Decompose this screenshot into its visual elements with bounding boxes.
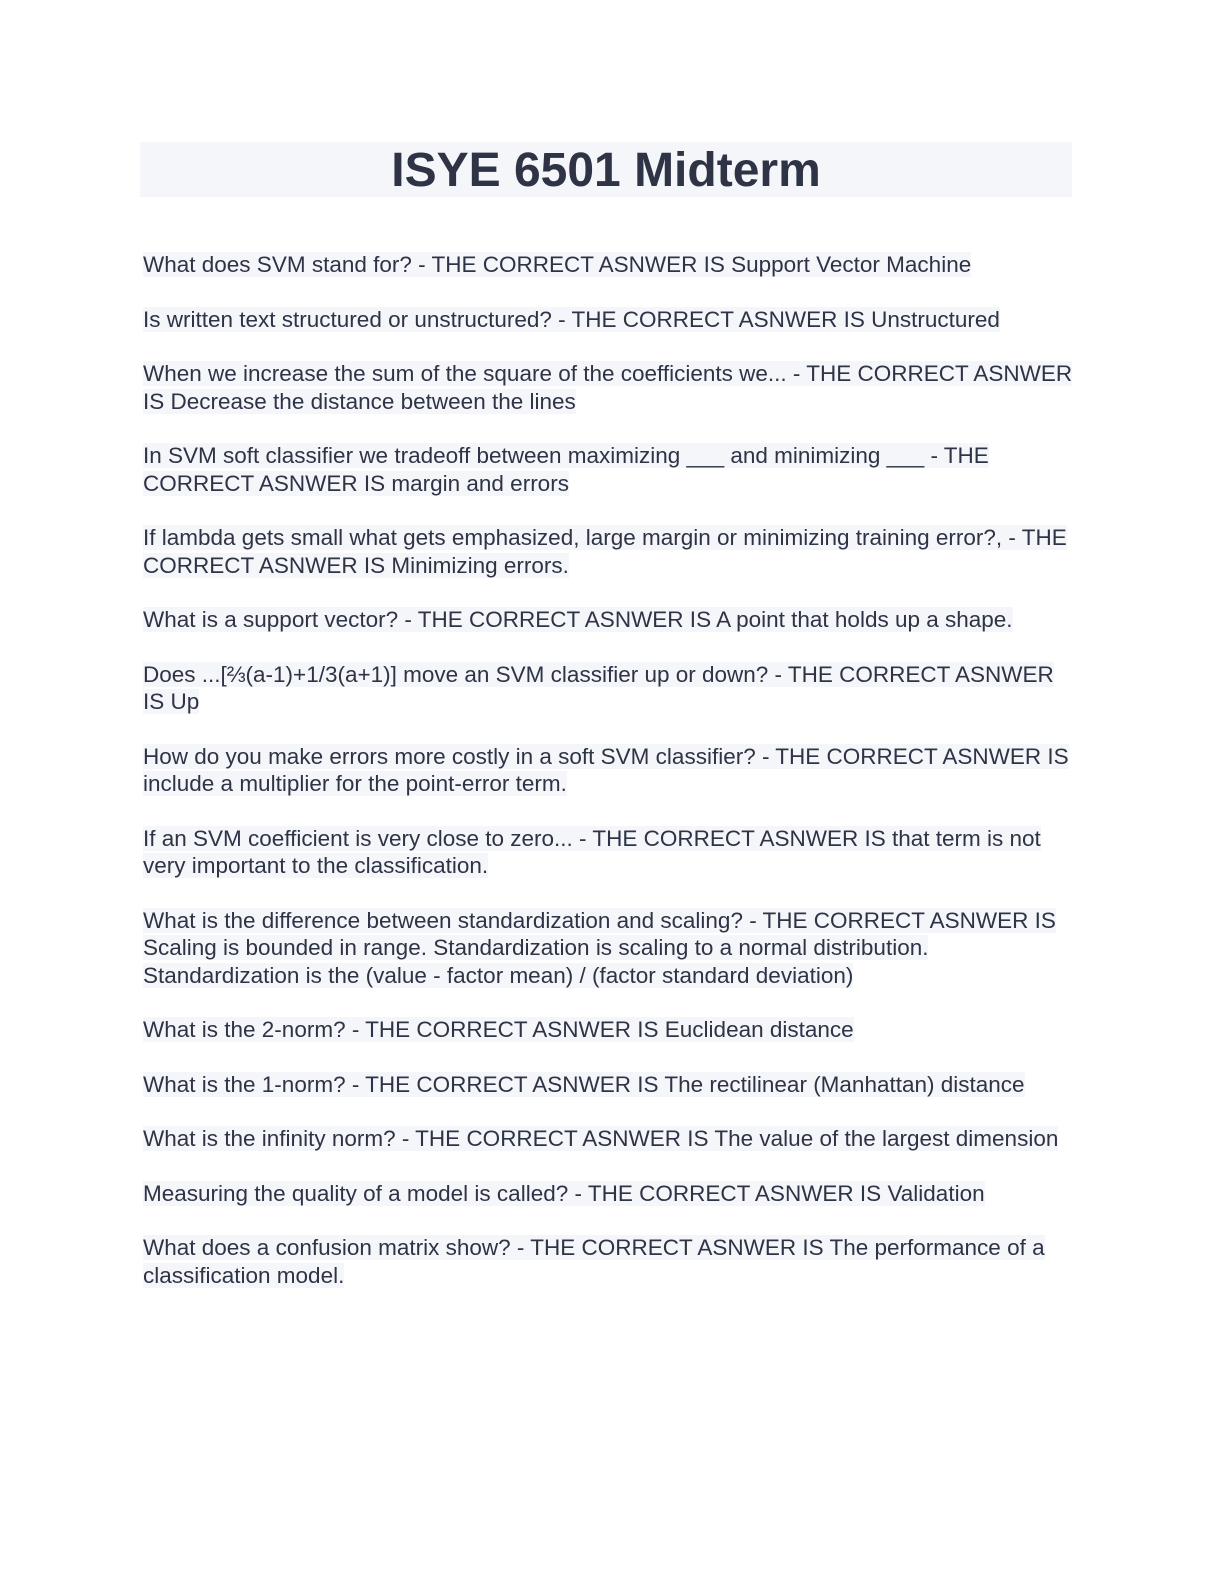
qa-text: What is the 2-norm? - THE CORRECT ASNWER IS Euclidean distance <box>143 1017 854 1042</box>
qa-text: What does SVM stand for? - THE CORRECT ASNWER IS Support Vector Machine <box>143 252 972 277</box>
page-title: ISYE 6501 Midterm <box>391 144 821 197</box>
qa-item <box>143 1016 1078 1044</box>
qa-item <box>143 661 1078 716</box>
qa-item <box>143 825 1078 880</box>
qa-text: If an SVM coefficient is very close to zero... - THE CORRECT ASNWER IS that term is not very important to the classification. <box>143 825 1041 878</box>
qa-item <box>143 1180 1078 1208</box>
qa-item <box>143 306 1078 334</box>
qa-item <box>143 1234 1078 1289</box>
qa-text: What does a confusion matrix show? - THE CORRECT ASNWER IS The performance of a classification model. <box>143 1235 1045 1288</box>
qa-item <box>143 606 1078 634</box>
title-banner <box>140 142 1072 197</box>
qa-text: How do you make errors more costly in a soft SVM classifier? - THE CORRECT ASNWER IS include a multiplier for the point-error term. <box>143 743 1069 796</box>
qa-text: When we increase the sum of the square of the coefficients we... - THE CORRECT ASNWER IS Decrease the distance between the lines <box>143 361 1073 414</box>
qa-item <box>143 251 1078 279</box>
qa-text: What is the infinity norm? - THE CORRECT ASNWER IS The value of the largest dimension <box>143 1126 1059 1151</box>
qa-item <box>143 907 1078 990</box>
qa-item <box>143 1071 1078 1099</box>
qa-text: Does ...[⅔(a-1)+1/3(a+1)] move an SVM classifier up or down? - THE CORRECT ASNWER IS Up <box>143 661 1054 714</box>
qa-item <box>143 1125 1078 1153</box>
qa-item <box>143 360 1078 415</box>
qa-text: What is a support vector? - THE CORRECT ASNWER IS A point that holds up a shape. <box>143 607 1013 632</box>
qa-item <box>143 524 1078 579</box>
qa-item <box>143 743 1078 798</box>
qa-text: If lambda gets small what gets emphasized, large margin or minimizing training error?, - THE CORRECT ASNWER IS Minimizing errors. <box>143 525 1067 578</box>
qa-text: In SVM soft classifier we tradeoff between maximizing ___ and minimizing ___ - THE CORRECT ASNWER IS margin and errors <box>143 443 989 496</box>
qa-text: Is written text structured or unstructured? - THE CORRECT ASNWER IS Unstructured <box>143 306 1000 332</box>
qa-list <box>143 251 1078 1316</box>
qa-item <box>143 442 1078 497</box>
qa-text: Measuring the quality of a model is called? - THE CORRECT ASNWER IS Validation <box>143 1180 985 1206</box>
qa-text: What is the difference between standardization and scaling? - THE CORRECT ASNWER IS Scaling is bounded in range. Standardization is scaling to a normal distribution. Standardization is the (value - factor mean) / (factor standard deviation) <box>143 907 1056 988</box>
qa-text: What is the 1-norm? - THE CORRECT ASNWER IS The rectilinear (Manhattan) distance <box>143 1071 1025 1097</box>
